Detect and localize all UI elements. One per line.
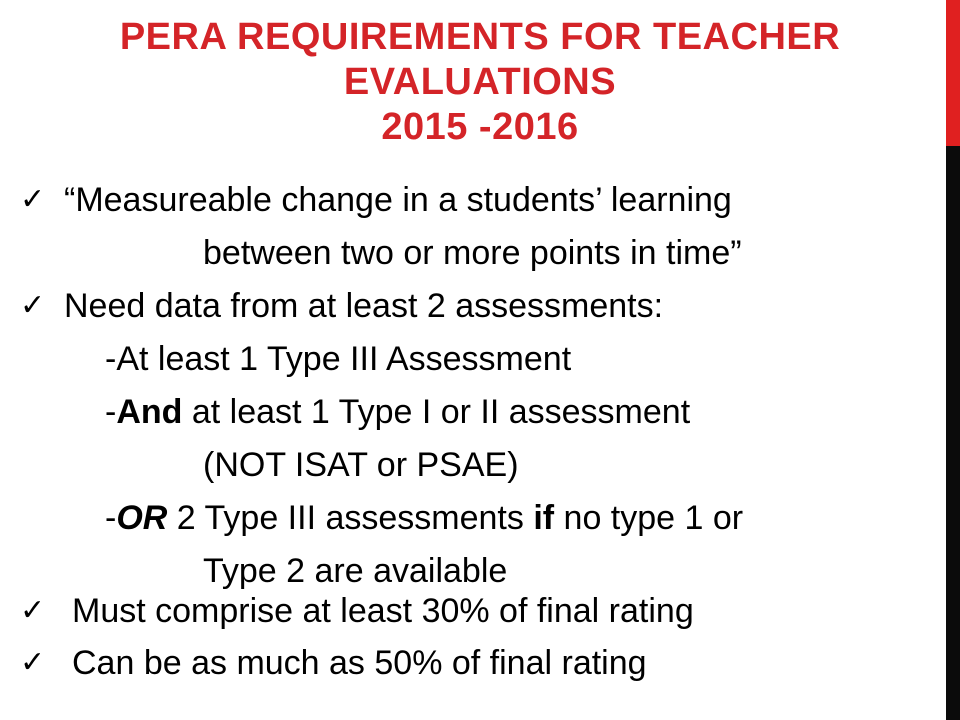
bullet-1-line-2: between two or more points in time” [203, 234, 742, 272]
sub-item-2-continuation: (NOT ISAT or PSAE) [203, 446, 519, 484]
sub-item-3-prefix: - [105, 499, 117, 537]
sub-item-2-text: at least 1 Type I or II assessment [182, 393, 691, 431]
title-year: 2015 -2016 [381, 106, 579, 148]
accent-bar-black [946, 146, 960, 720]
bullet-1-line-1: “Measureable change in a students’ learning [64, 181, 732, 219]
check-icon: ✓ [20, 645, 46, 680]
check-icon: ✓ [20, 288, 46, 323]
sub-item-2 [105, 392, 690, 432]
title-line-2: EVALUATIONS [343, 61, 617, 103]
slide-title [20, 15, 940, 150]
bullet-4-line-1: Can be as much as 50% of final rating [72, 644, 647, 682]
title-line-1: PERA REQUIREMENTS FOR TEACHER [119, 16, 841, 58]
sub-item-3 [105, 498, 743, 538]
sub-item-3-emphasis-2: if [533, 499, 555, 537]
sub-item-2-emphasis: And [116, 393, 183, 431]
sub-item-3-text-2: no type 1 or [554, 499, 744, 537]
check-icon: ✓ [20, 182, 46, 217]
sub-item-3-text: 2 Type III assessments [167, 499, 534, 537]
check-icon: ✓ [20, 593, 46, 628]
sub-item-2-prefix: - [105, 393, 117, 431]
sub-item-3-continuation: Type 2 are available [203, 552, 508, 590]
accent-bar-red [946, 0, 960, 146]
sub-item-3-emphasis: OR [116, 499, 168, 537]
sub-item-1: -At least 1 Type III Assessment [105, 340, 572, 378]
bullet-2-line-1: Need data from at least 2 assessments: [64, 287, 664, 325]
bullet-3-line-1: Must comprise at least 30% of final rating [72, 592, 694, 630]
